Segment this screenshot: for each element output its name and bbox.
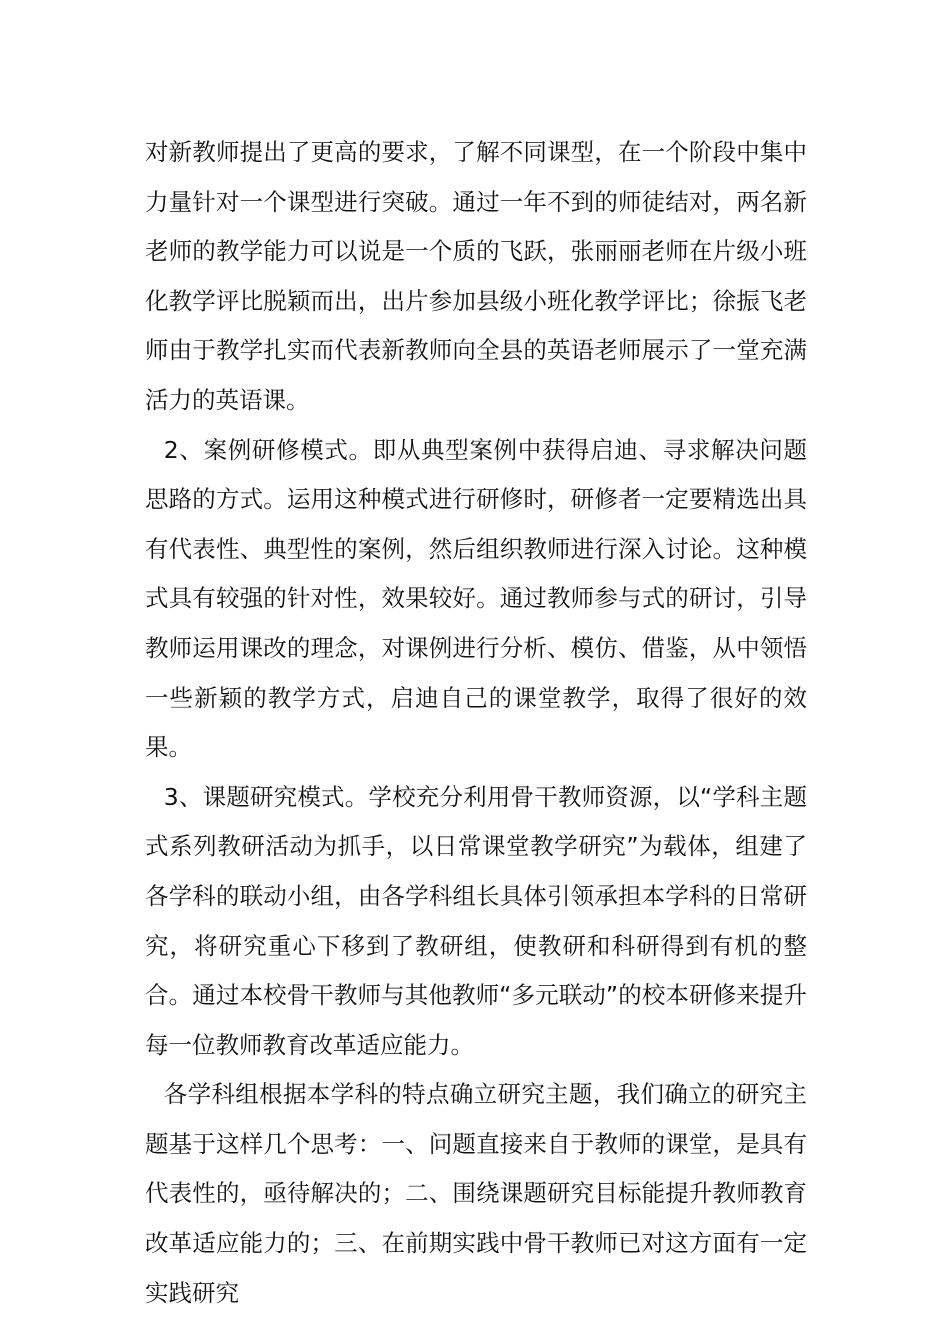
paragraph-case-study-mode: 2、案例研修模式。即从典型案例中获得启迪、寻求解决问题思路的方式。运用这种模式进行研修时，研修者一定要精选出具有代表性、典型性的案例，然后组织教师进行深入讨论。这种模式具有较强的针对性，效果较好。通过教师参与式的研讨，引导教师运用课改的理念，对课例进行分析、模仿、借鉴，从中领悟一些新颖的教学方式，启迪自己的课堂教学，取得了很好的效果。 — [145, 435, 807, 762]
paragraph-research-topics: 各学科组根据本学科的特点确立研究主题，我们确立的研究主题基于这样几个思考：一、问题直接来自于教师的课堂，是具有代表性的，亟待解决的；二、围绕课题研究目标能提升教师教育改革适应能力的；三、在前期实践中骨干教师已对这方面有一定实践研究 — [145, 1080, 807, 1307]
document-body — [145, 128, 807, 1318]
paragraph-continuation: 对新教师提出了更高的要求，了解不同课型，在一个阶段中集中力量针对一个课型进行突破。通过一年不到的师徒结对，两名新老师的教学能力可以说是一个质的飞跃，张丽丽老师在片级小班化教学评比脱颖而出，出片参加县级小班化教学评比；徐振飞老师由于教学扎实而代表新教师向全县的英语老师展示了一堂充满活力的英语课。 — [145, 138, 807, 414]
paragraph-research-mode: 3、课题研究模式。学校充分利用骨干教师资源，以“学科主题式系列教研活动为抓手，以日常课堂教学研究”为载体，组建了各学科的联动小组，由各学科组长具体引领承担本学科的日常研究，将研究重心下移到了教研组，使教研和科研得到有机的整合。通过本校骨干教师与其他教师“多元联动”的校本研修来提升每一位教师教育改革适应能力。 — [145, 782, 807, 1059]
